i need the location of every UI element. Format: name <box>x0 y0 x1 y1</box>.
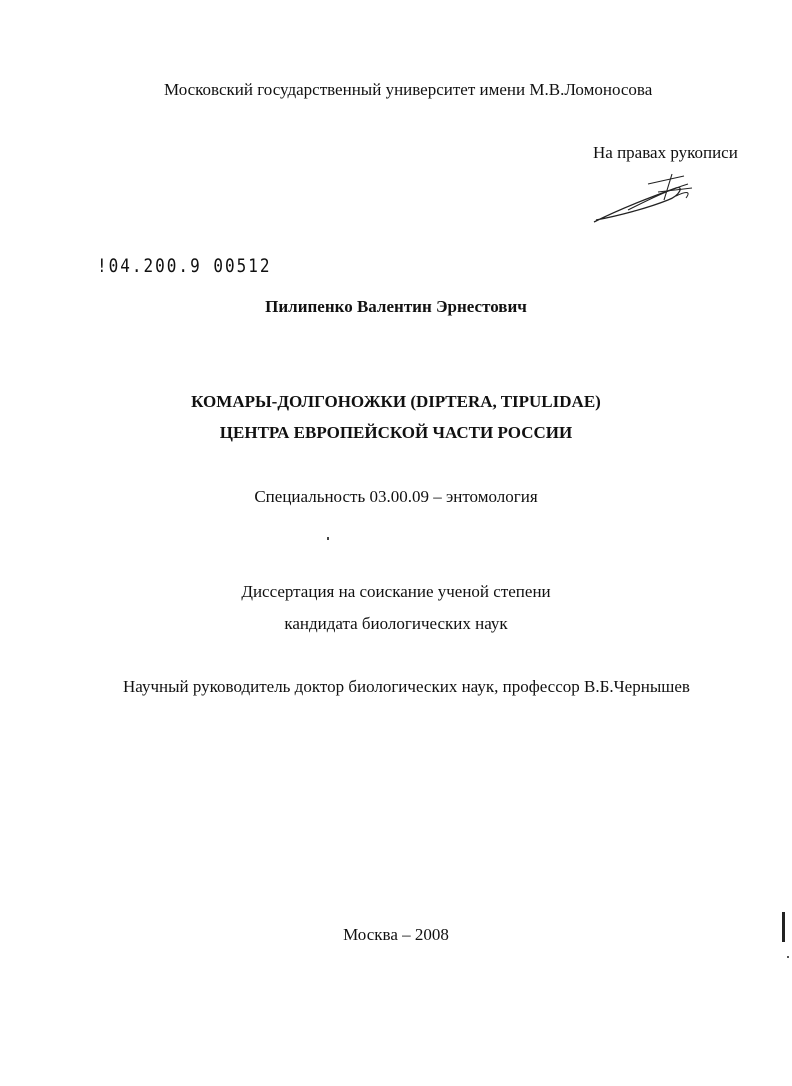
university-name: Московский государственный университет имени М.В.Ломоносова <box>164 80 653 99</box>
handwritten-signature <box>588 170 698 230</box>
specialty: Специальность 03.00.09 – энтомология <box>254 487 538 506</box>
author-name: Пилипенко Валентин Эрнестович <box>265 297 527 316</box>
scientific-supervisor: Научный руководитель доктор биологических наук, профессор В.Б.Чернышев <box>123 677 690 696</box>
scan-artifact-dot <box>327 537 329 540</box>
scan-margin-mark <box>782 912 785 942</box>
scan-margin-dot <box>787 956 789 958</box>
dissertation-title-line-1: КОМАРЫ-ДОЛГОНОЖКИ (DIPTERA, TIPULIDAE) <box>191 392 601 411</box>
dissertation-degree-line-2: кандидата биологических наук <box>284 614 508 633</box>
dissertation-degree-line-1: Диссертация на соискание ученой степени <box>241 582 551 601</box>
rights-note: На правах рукописи <box>593 143 738 162</box>
dissertation-title-line-2: ЦЕНТРА ЕВРОПЕЙСКОЙ ЧАСТИ РОССИИ <box>219 423 573 442</box>
registry-number: !04.200.9 00512 <box>97 254 272 277</box>
city-year: Москва – 2008 <box>343 925 449 944</box>
